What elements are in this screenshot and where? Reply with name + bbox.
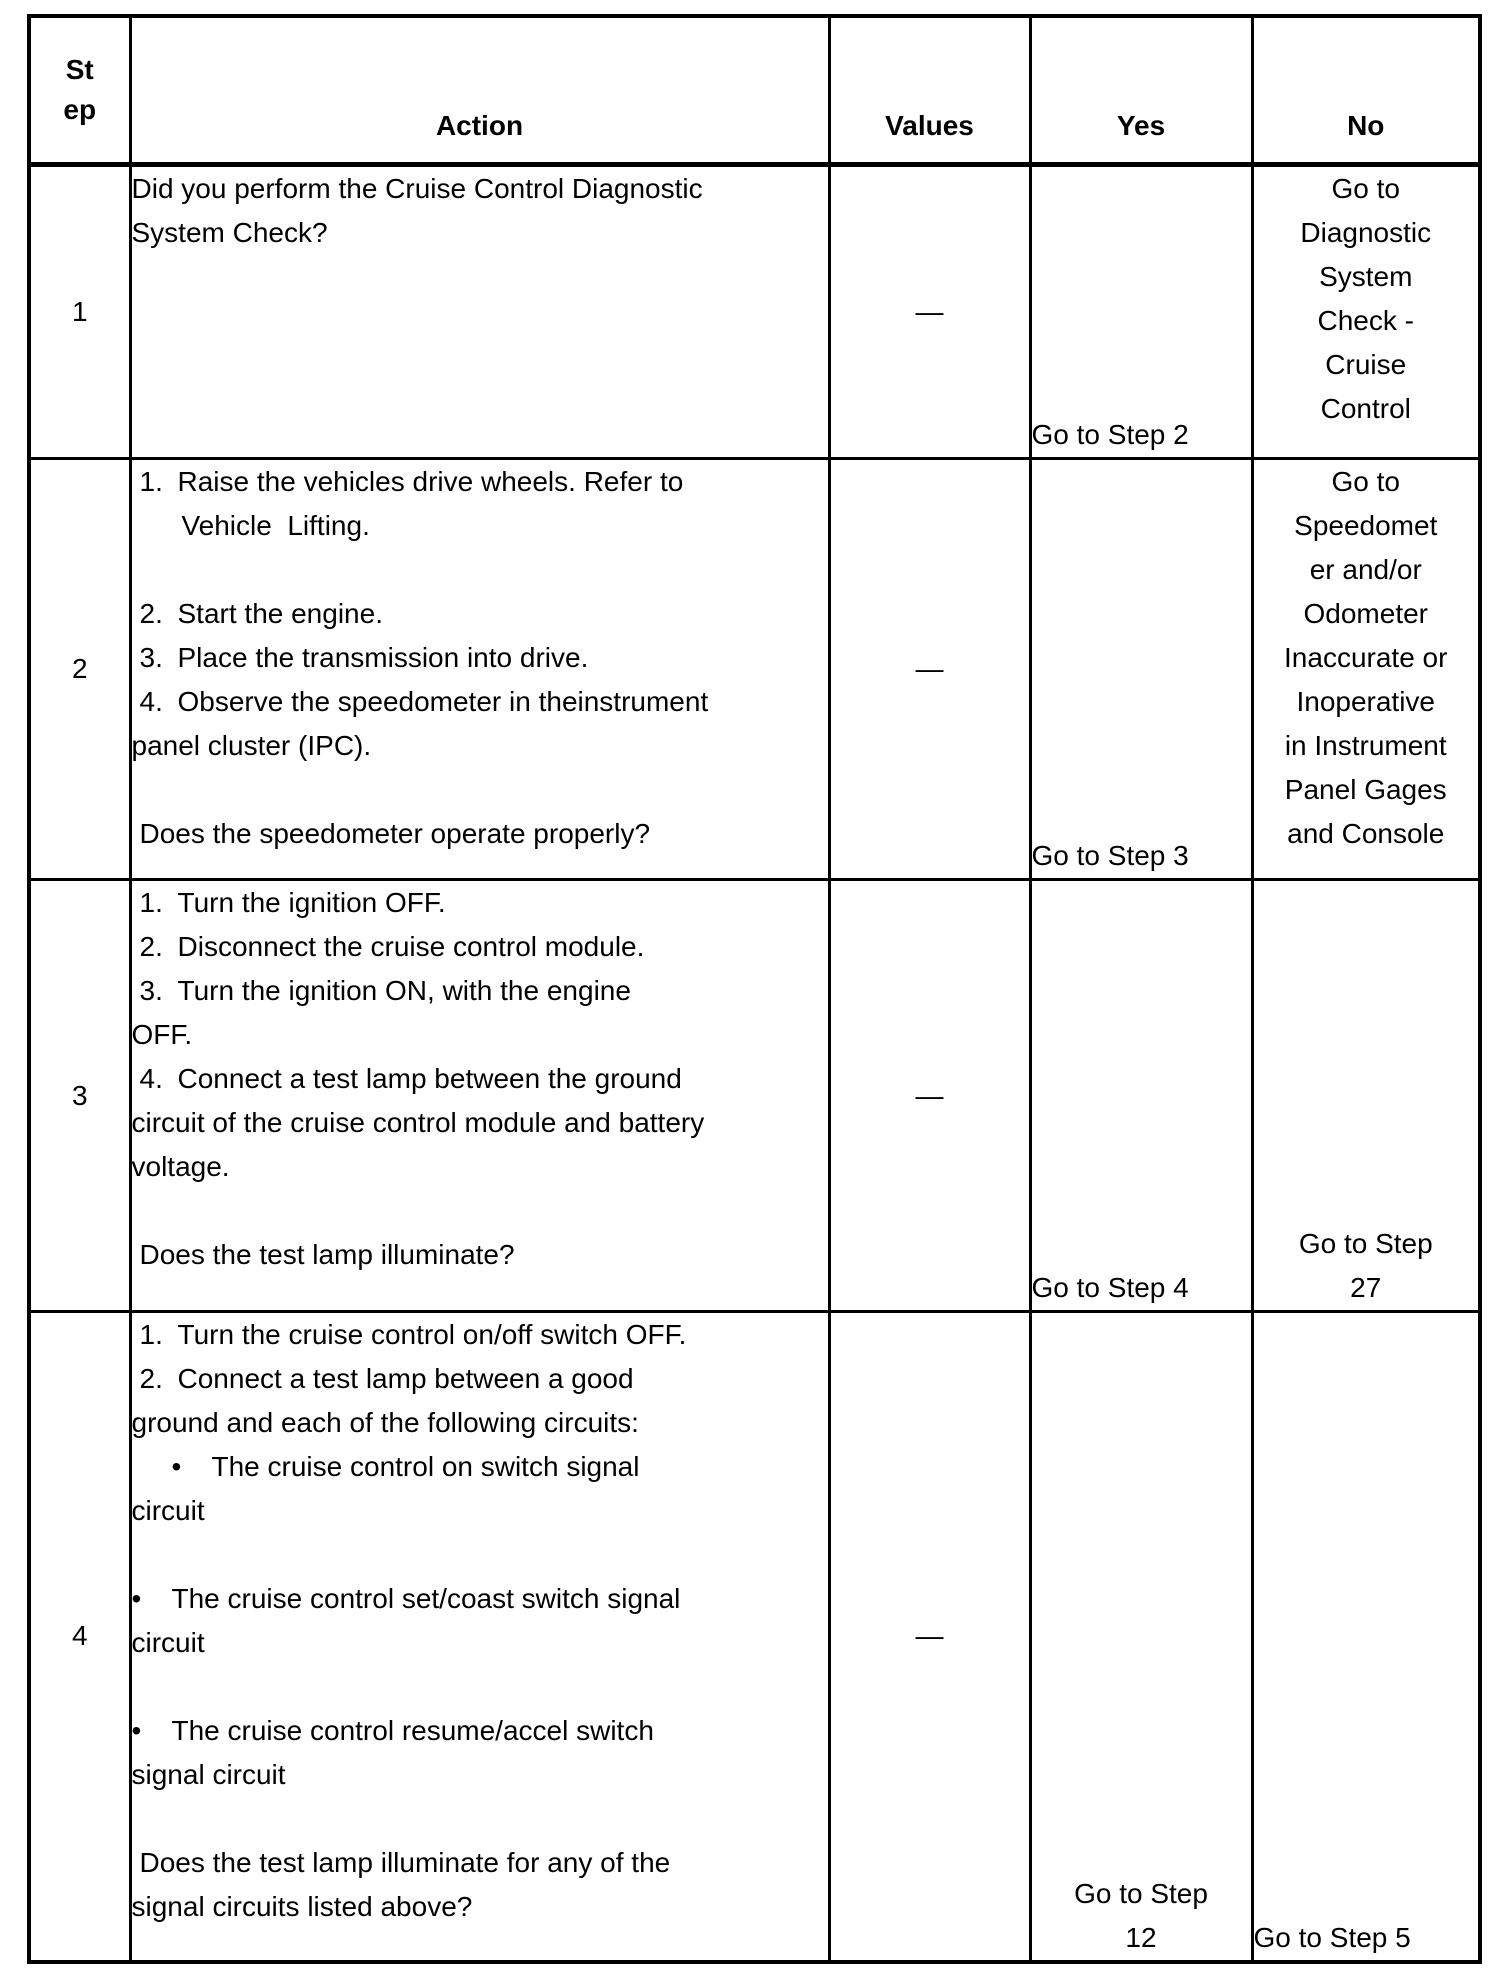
action-question: Does the test lamp illuminate? xyxy=(139,1239,515,1270)
no-cell: Go to Step 5 xyxy=(1252,1312,1480,1962)
no-text: Go to Step xyxy=(1298,1228,1433,1259)
item-text: Connect a test lamp between the ground xyxy=(177,1063,682,1094)
no-text: Odometer xyxy=(1303,598,1428,629)
action-item xyxy=(132,460,828,504)
action-text: System Check? xyxy=(131,217,328,248)
bullet-icon: • xyxy=(171,1451,182,1482)
bullet-item xyxy=(132,1445,828,1489)
no-text: System xyxy=(1319,261,1413,292)
no-text: 27 xyxy=(1350,1272,1382,1303)
item-number: 1. xyxy=(139,1319,163,1350)
values-cell: — xyxy=(829,459,1030,880)
bullet-item xyxy=(132,1709,828,1753)
no-text: Panel Gages xyxy=(1284,774,1447,805)
step-number: 3 xyxy=(29,880,130,1312)
action-item xyxy=(132,881,828,925)
yes-cell: Go to Step 3 xyxy=(1030,459,1252,880)
action-item xyxy=(132,1357,828,1401)
header-step-line1: St xyxy=(65,54,94,85)
no-text: Go to xyxy=(1331,173,1400,204)
action-item xyxy=(132,680,828,724)
bullet-text: The cruise control set/coast switch signal xyxy=(171,1583,681,1614)
item-continuation: voltage. xyxy=(131,1151,230,1182)
bullet-icon: • xyxy=(131,1583,142,1614)
action-item xyxy=(132,1313,828,1357)
yes-cell: Go to Step 4 xyxy=(1030,880,1252,1312)
no-text: Go to xyxy=(1331,466,1400,497)
bullet-continuation: circuit xyxy=(131,1627,205,1658)
table-row xyxy=(29,165,1480,459)
no-text: Diagnostic xyxy=(1300,217,1432,248)
item-continuation: circuit of the cruise control module and battery xyxy=(131,1107,705,1138)
action-cell xyxy=(130,165,829,459)
action-question-continuation: signal circuits listed above? xyxy=(131,1891,473,1922)
item-number: 2. xyxy=(139,598,163,629)
header-values: Values xyxy=(829,16,1030,165)
header-action: Action xyxy=(130,16,829,165)
item-continuation: OFF. xyxy=(131,1019,193,1050)
values-cell: — xyxy=(829,1312,1030,1962)
action-text: Did you perform the Cruise Control Diagnostic xyxy=(131,173,703,204)
bullet-icon: • xyxy=(131,1715,142,1746)
no-cell xyxy=(1252,165,1480,459)
item-number: 1. xyxy=(139,887,163,918)
action-cell xyxy=(130,459,829,880)
no-text: Speedomet xyxy=(1294,510,1438,541)
action-question: Does the test lamp illuminate for any of the xyxy=(139,1847,671,1878)
header-step xyxy=(29,16,130,165)
item-continuation: Vehicle Lifting. xyxy=(181,510,370,541)
no-text: and Console xyxy=(1287,818,1445,849)
bullet-text: The cruise control resume/accel switch xyxy=(171,1715,654,1746)
no-cell xyxy=(1252,459,1480,880)
no-text: er and/or xyxy=(1309,554,1422,585)
diagnostic-table xyxy=(27,14,1482,1964)
step-number: 2 xyxy=(29,459,130,880)
bullet-continuation: signal circuit xyxy=(131,1759,286,1790)
bullet-continuation: circuit xyxy=(131,1495,205,1526)
item-number: 2. xyxy=(139,931,163,962)
yes-text: 12 xyxy=(1125,1921,1157,1953)
item-number: 1. xyxy=(139,466,163,497)
no-cell xyxy=(1252,880,1480,1312)
action-item xyxy=(132,1057,828,1101)
item-continuation: panel cluster (IPC). xyxy=(131,730,372,761)
action-cell xyxy=(130,1312,829,1962)
item-text: Connect a test lamp between a good xyxy=(177,1363,634,1394)
header-yes: Yes xyxy=(1030,16,1252,165)
no-text: Cruise xyxy=(1325,349,1407,380)
header-row xyxy=(29,16,1480,165)
item-text: Turn the cruise control on/off switch OFF. xyxy=(177,1319,687,1350)
no-text: Control xyxy=(1320,393,1411,424)
item-number: 4. xyxy=(139,1063,163,1094)
bullet-text: The cruise control on switch signal xyxy=(211,1451,640,1482)
table-row xyxy=(29,1312,1480,1962)
values-cell: — xyxy=(829,880,1030,1312)
item-text: Disconnect the cruise control module. xyxy=(177,931,645,962)
action-item xyxy=(132,636,828,680)
item-number: 3. xyxy=(139,642,163,673)
action-question: Does the speedometer operate properly? xyxy=(139,818,651,849)
yes-cell xyxy=(1030,1312,1252,1962)
item-text: Start the engine. xyxy=(177,598,383,629)
action-cell xyxy=(130,880,829,1312)
step-number: 1 xyxy=(29,165,130,459)
action-item xyxy=(132,969,828,1013)
item-number: 3. xyxy=(139,975,163,1006)
table-row xyxy=(29,880,1480,1312)
item-text: Place the transmission into drive. xyxy=(177,642,589,673)
action-item xyxy=(132,592,828,636)
header-no: No xyxy=(1252,16,1480,165)
item-text: Observe the speedometer in theinstrument xyxy=(177,686,709,717)
no-text: in Instrument xyxy=(1284,730,1447,761)
values-cell: — xyxy=(829,165,1030,459)
yes-cell: Go to Step 2 xyxy=(1030,165,1252,459)
item-text: Raise the vehicles drive wheels. Refer to xyxy=(177,466,684,497)
item-number: 4. xyxy=(139,686,163,717)
item-text: Turn the ignition OFF. xyxy=(177,887,446,918)
header-step-line2: ep xyxy=(63,94,97,125)
table-row xyxy=(29,459,1480,880)
no-text: Inoperative xyxy=(1296,686,1436,717)
step-number: 4 xyxy=(29,1312,130,1962)
action-item xyxy=(132,925,828,969)
item-continuation: ground and each of the following circuits: xyxy=(131,1407,639,1438)
yes-text: Go to Step xyxy=(1074,1877,1208,1909)
no-text: Inaccurate or xyxy=(1284,642,1448,673)
no-text: Check - xyxy=(1317,305,1414,336)
item-number: 2. xyxy=(139,1363,163,1394)
bullet-item xyxy=(132,1577,828,1621)
item-text: Turn the ignition ON, with the engine xyxy=(177,975,631,1006)
